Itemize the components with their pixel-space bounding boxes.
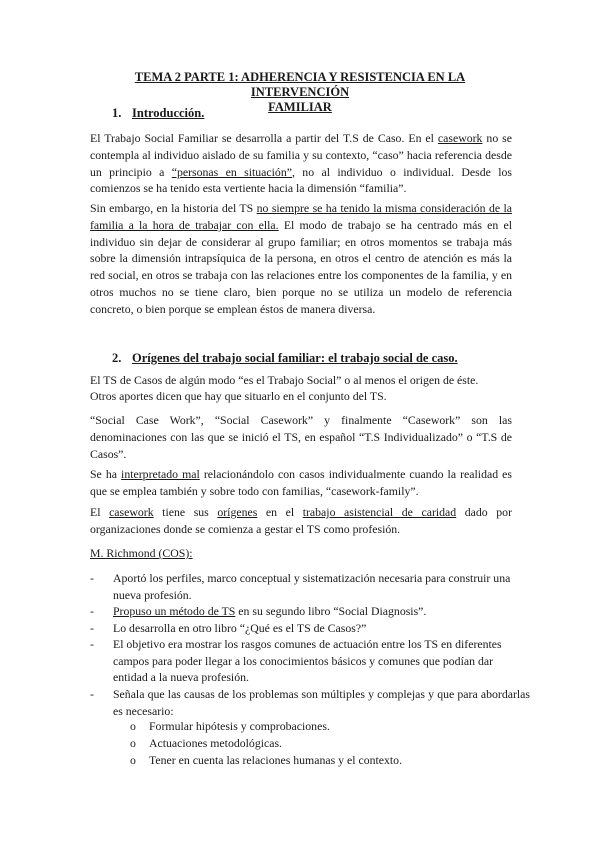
origins-paragraph-2: Otros aportes dicen que hay que situarlo en el conjunto del TS. [90, 389, 387, 403]
term-interpretado-mal: interpretado mal [121, 467, 200, 481]
bullet-dash: - [90, 604, 94, 618]
richmond-label: M. Richmond (COS): [90, 546, 193, 560]
section-2-heading [112, 350, 458, 366]
sub-bullet-circle: o [130, 753, 136, 767]
title-line-1: TEMA 2 PARTE 1: ADHERENCIA Y RESISTENCIA EN LA INTERVENCIÓN [134, 70, 466, 99]
sub-item-1: o Formular hipótesis y comprobaciones. [130, 719, 330, 733]
underlined-statement: no siempre se ha tenido la misma consideración de la familia a la hora de trabajar con ella. [90, 201, 513, 232]
term-personas-en-situacion: “personas en situación” [171, 164, 292, 179]
bullet-dash: - [90, 621, 94, 635]
bullet-item-3: - Lo desarrolla en otro libro “¿Qué es el TS de Casos?” [90, 621, 367, 635]
section-2-number: 2. [112, 351, 122, 365]
section-1-heading [112, 105, 204, 121]
intro-paragraph-1: El Trabajo Social Familiar se desarrolla a partir del T.S de Caso. En el casework no se contempla al individuo aislado de su familia y su contexto, “caso” hacia referencia desde un principio a “personas en situación”, no al individuo o individual. Desde los comienzos se ha tenido esta vertiente hacia la dimensión “familia”. [90, 131, 513, 196]
intro-paragraph-2: Sin embargo, en la historia del TS no siempre se ha tenido la misma consideración de la familia a la hora de trabajar con ella. El modo de trabajo se ha centrado más en el individuo sin dejar de considerar al grupo familiar; en otros momentos se trabaja más sobre la dimensión intrapsíquica de la persona, en otros el centro de atención es más la red social, en otros se trabaja con las relaciones entre los componentes de la familia, y en otros muchos no se tiene claro, bien porque no se utiliza un modelo de referencia concreto, o bien porque se emplean éstos de manera diversa. [90, 201, 513, 316]
origins-paragraph-5: El casework tiene sus orígenes en el trabajo asistencial de caridad dado por organizaciones donde se comienza a gestar el TS como profesión. [90, 505, 512, 536]
term-casework: casework [437, 131, 483, 145]
bullet-item-2: - Propuso un método de TS en su segundo libro “Social Diagnosis”. [90, 604, 427, 618]
term-casework-2: casework [109, 505, 154, 519]
sub-bullet-circle: o [130, 719, 136, 733]
bullet-item-4: - El objetivo era mostrar los rasgos comunes de actuación entre los TS en diferentes campos para poder llegar a los conocimientos básicos y comunes que podían dar entidad a la nueva profesión. [90, 637, 502, 684]
origins-paragraph-4: Se ha interpretado mal relacionándolo con casos individualmente cuando la realidad es que se emplea también y sobre todo con familias, “casework-family”. [90, 467, 512, 498]
sub-item-2: o Actuaciones metodológicas. [130, 736, 283, 750]
section-1-number: 1. [112, 106, 122, 120]
origins-paragraph-1: El TS de Casos de algún modo “es el Trabajo Social” o al menos el origen de éste. [90, 373, 479, 387]
bullet-dash: - [90, 687, 94, 701]
title-line-2: FAMILIAR [268, 100, 332, 114]
origins-paragraph-3: “Social Case Work”, “Social Casework” y finalmente “Casework” son las denominaciones con las que se inició el TS, en español “T.S Individualizado” o “T.S de Casos”. [90, 413, 512, 461]
section-1-title: Introducción. [132, 106, 205, 120]
sub-bullet-circle: o [130, 736, 136, 750]
section-2-title: Orígenes del trabajo social familiar: el trabajo social de caso. [132, 351, 458, 365]
bullet-item-5: - Señala que las causas de los problemas son múltiples y complejas y que para abordarlas es necesario: [90, 687, 530, 718]
term-trabajo-asistencial: trabajo asistencial de caridad [302, 505, 457, 519]
term-propuso-metodo: Propuso un método de TS [113, 604, 236, 618]
term-origenes: orígenes [217, 505, 258, 519]
bullet-item-1: - Aportó los perfiles, marco conceptual y sistematización necesaria para construir una nueva profesión. [90, 571, 511, 602]
bullet-dash: - [90, 571, 94, 585]
sub-item-3: o Tener en cuenta las relaciones humanas y el contexto. [130, 753, 403, 767]
bullet-dash: - [90, 637, 94, 651]
